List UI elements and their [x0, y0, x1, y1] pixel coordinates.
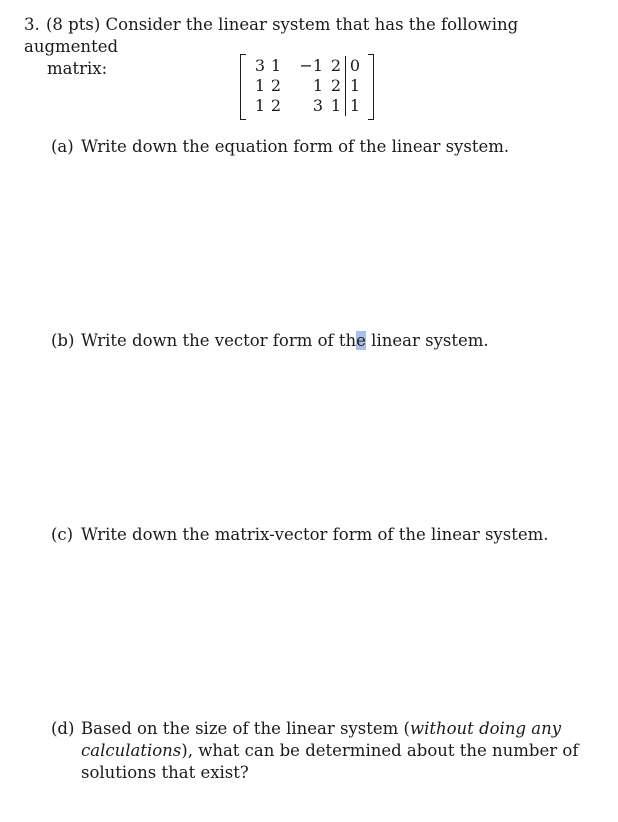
part-b-text: Write down the vector form of th [81, 331, 357, 350]
augmented-matrix [240, 54, 374, 120]
matrix-left-bracket [240, 54, 246, 120]
matrix-cell: 1 [270, 56, 281, 75]
part-d [51, 718, 591, 784]
part-d-line-3: solutions that exist? [81, 763, 249, 782]
part-b [51, 330, 591, 352]
part-d-emphasis: without doing any [409, 719, 562, 738]
problem-first-line [24, 14, 594, 58]
part-a-text: Write down the equation form of the linear system. [81, 137, 510, 156]
part-a-label: (a) [51, 137, 74, 156]
matrix-cell: 1 [330, 96, 341, 115]
matrix-row [249, 76, 364, 96]
matrix-cell: 3 [312, 96, 323, 115]
matrix-cell: −1 [299, 56, 323, 75]
matrix-cell: 1 [254, 96, 265, 115]
matrix-row [249, 96, 364, 116]
part-c [51, 524, 591, 546]
matrix-augmented-cell: 1 [346, 96, 365, 116]
part-b-label: (b) [51, 331, 75, 350]
matrix-row [249, 56, 364, 76]
matrix-cell: 3 [254, 56, 265, 75]
part-d-label: (d) [51, 719, 75, 738]
matrix-cell: 2 [330, 56, 341, 75]
matrix-cell: 1 [312, 76, 323, 95]
matrix-cell: 2 [330, 76, 341, 95]
problem-number: 3. [24, 15, 40, 34]
text-cursor-highlight: e [356, 331, 366, 350]
part-c-label: (c) [51, 525, 74, 544]
part-d-text-mid: ), what can be determined about the number of [181, 741, 579, 760]
part-d-line-2 [51, 740, 591, 762]
problem-intro-text: (8 pts) Consider the linear system that has the following augmented [24, 15, 519, 56]
part-a [51, 136, 591, 158]
problem-intro-continuation: matrix: [47, 59, 108, 78]
matrix-cell: 2 [270, 76, 281, 95]
matrix-augmented-cell: 0 [346, 56, 365, 76]
matrix-cell: 2 [270, 96, 281, 115]
part-c-text: Write down the matrix-vector form of the linear system. [81, 525, 549, 544]
part-d-text-start: Based on the size of the linear system ( [81, 719, 410, 738]
part-d-emphasis-cont: calculations [81, 741, 182, 760]
matrix-right-bracket [368, 54, 374, 120]
matrix-cell: 1 [254, 76, 265, 95]
matrix-augmented-cell: 1 [346, 76, 365, 96]
part-d-line-1 [51, 718, 591, 740]
part-b-text-end: linear system. [365, 331, 489, 350]
matrix-entries [249, 56, 364, 116]
